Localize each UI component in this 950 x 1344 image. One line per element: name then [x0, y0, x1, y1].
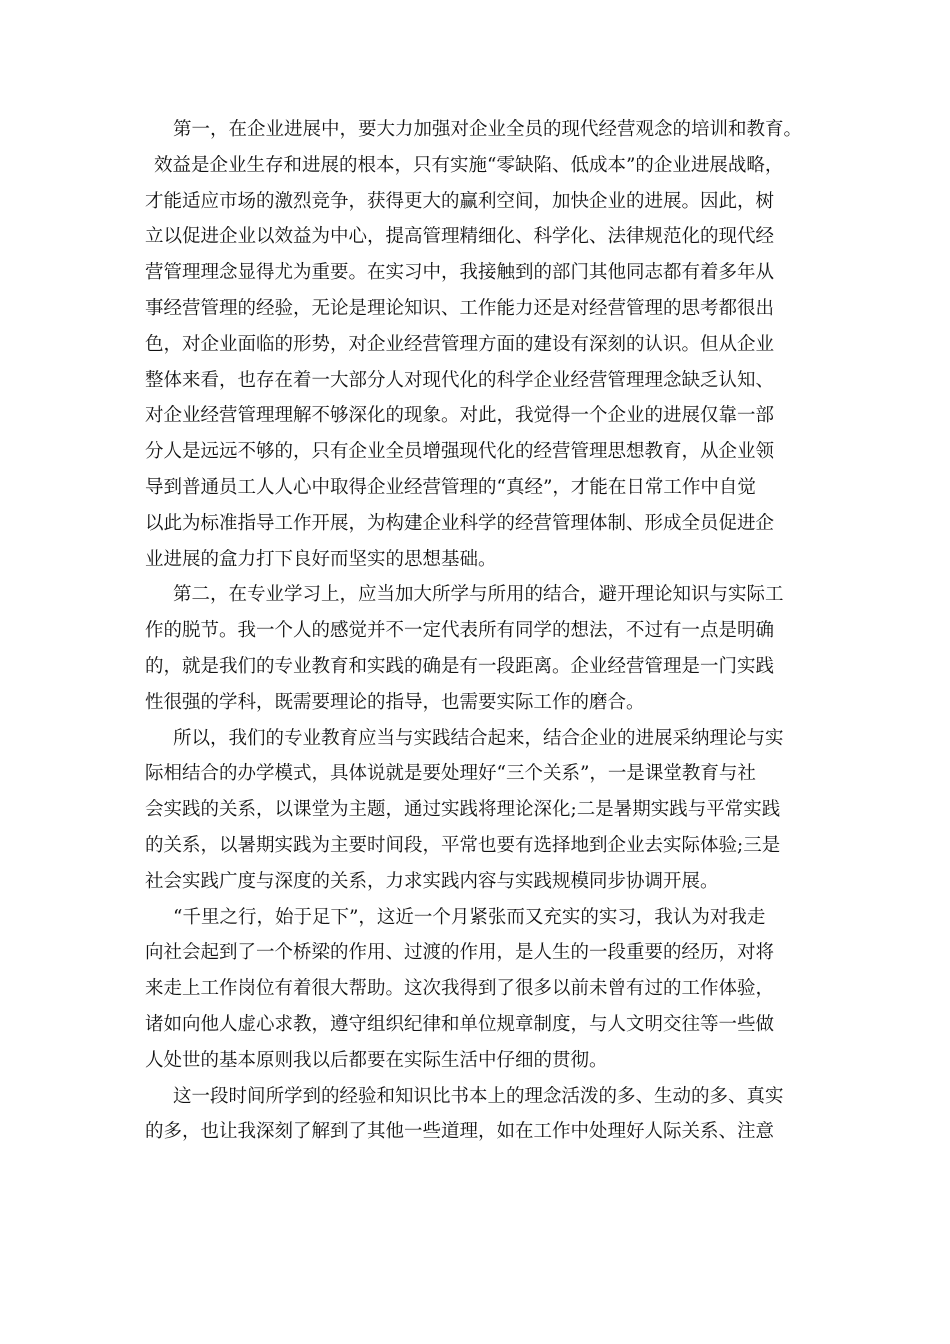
- text-line: 所以，我们的专业教育应当与实践结合起来，结合企业的进展采纳理论与实: [173, 727, 784, 749]
- text-line: 营管理理念显得尤为重要。在实习中，我接触到的部门其他同志都有着多年从: [145, 262, 775, 284]
- text-line: 事经营管理的经验，无论是理论知识、工作能力还是对经营管理的思考都很出: [145, 297, 775, 319]
- text-line: 分人是远远不够的，只有企业全员增强现代化的经营管理思想教育，从企业领: [145, 441, 775, 463]
- text-line: 来走上工作岗位有着很大帮助。这次我得到了很多以前未曾有过的工作体验，: [145, 978, 775, 1000]
- text-line: 第二，在专业学习上，应当加大所学与所用的结合，避开理论知识与实际工: [173, 584, 784, 606]
- text-line: 效益是企业生存和进展的根本，只有实施“零缺陷、低成本”的企业进展战略，: [154, 154, 784, 176]
- text-line: 社会实践广度与深度的关系，力求实践内容与实践规模同步协调开展。: [145, 870, 719, 892]
- text-line: 性很强的学科，既需要理论的指导，也需要实际工作的磨合。: [145, 691, 645, 713]
- text-line: 以此为标准指导工作开展，为构建企业科学的经营管理体制、形成全员促进企: [145, 512, 775, 534]
- text-line: 第一，在企业进展中，要大力加强对企业全员的现代经营观念的培训和教育。: [173, 119, 803, 140]
- text-line: 这一段时间所学到的经验和知识比书本上的理念活泼的多、生动的多、真实: [173, 1085, 784, 1107]
- text-line: 的，就是我们的专业教育和实践的确是有一段距离。企业经营管理是一门实践: [145, 655, 775, 677]
- text-line: 导到普通员工人人心中取得企业经营管理的“真经”，才能在日常工作中自觉: [145, 476, 756, 498]
- text-line: 会实践的关系，以课堂为主题，通过实践将理论深化;二是暑期实践与平常实践: [145, 799, 781, 821]
- text-line: 诸如向他人虚心求教，遵守组织纪律和单位规章制度，与人文明交往等一些做: [145, 1013, 775, 1035]
- text-line: 才能适应市场的激烈竞争，获得更大的赢利空间，加快企业的进展。因此，树: [145, 190, 775, 212]
- text-line: 的多，也让我深刻了解到了其他一些道理，如在工作中处理好人际关系、注意: [145, 1121, 775, 1143]
- document-body: [145, 112, 810, 1150]
- text-line: 整体来看，也存在着一大部分人对现代化的科学企业经营管理理念缺乏认知、: [145, 369, 775, 391]
- text-line: 对企业经营管理理解不够深化的现象。对此，我觉得一个企业的进展仅靠一部: [145, 405, 775, 427]
- text-line: 人处世的基本原则我以后都要在实际生活中仔细的贯彻。: [145, 1049, 608, 1071]
- text-line: 向社会起到了一个桥梁的作用、过渡的作用，是人生的一段重要的经历，对将: [145, 942, 775, 964]
- text-line: 业进展的盒力打下良好而坚实的思想基础。: [145, 548, 497, 570]
- text-line: 作的脱节。我一个人的感觉并不一定代表所有同学的想法，不过有一点是明确: [145, 620, 775, 642]
- text-line: 的关系，以暑期实践为主要时间段，平常也要有选择地到企业去实际体验;三是: [145, 834, 781, 856]
- text-line: “千里之行，始于足下”，这近一个月紧张而又充实的实习，我认为对我走: [173, 906, 766, 928]
- text-line: 立以促进企业以效益为中心，提高管理精细化、科学化、法律规范化的现代经: [145, 226, 775, 248]
- text-line: 际相结合的办学模式，具体说就是要处理好“三个关系”，一是课堂教育与社: [145, 763, 756, 785]
- text-line: 色，对企业面临的形势，对企业经营管理方面的建设有深刻的认识。但从企业: [145, 333, 775, 355]
